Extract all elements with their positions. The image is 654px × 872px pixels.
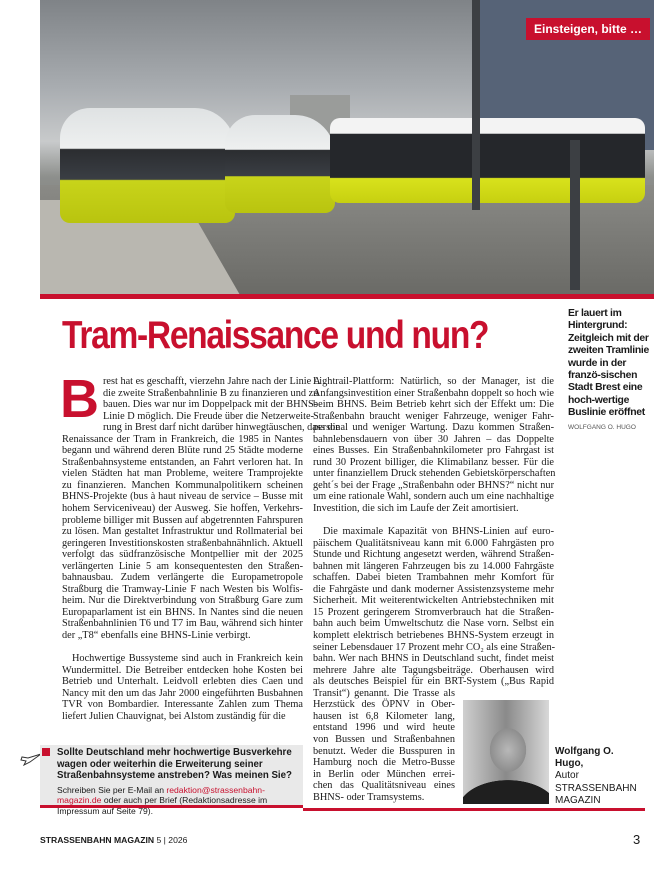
text-line: bauen. Dies war nur im Doppelpack mit der BHNS- [103, 399, 318, 411]
magazine-name: STRASSENBAHN MAGAZIN [40, 835, 155, 845]
text-line: Lightrail-Plattform: Natürlich, so der Manager, ist die [313, 376, 554, 387]
text-line: Nancy mit den um das Jahr 2000 eingeführten Busbahnen [62, 687, 303, 699]
text-line: chen das Qualitätsniveau eines [313, 780, 455, 792]
text-line: personal und weniger Wartung. Dazu kommen Straßen- [313, 422, 554, 434]
photo-caption [568, 308, 652, 434]
text-line: Straßenbahnlinien T6 und T7 im Bau, während sich hinter [62, 618, 303, 630]
text-line: rund 30 Prozent billiger, die Klimabilanz besser. Für die [313, 456, 554, 468]
text-line: in Berlin oder München errei- [313, 768, 455, 780]
text-line: unter finanziellem Druck stehenden Gebietskörperschaften [313, 468, 556, 480]
text-line: TVR von Bombardier. Interessante Zahlen zum Thema [62, 699, 303, 711]
text-line: zu lösen. Man gestaltet Infrastruktur und Rollmaterial bei [62, 526, 303, 538]
text-line: liefert Julien Chauvignat, bei Alstom zuständig für die [62, 710, 286, 722]
author-name-2: Hugo, [555, 758, 584, 770]
text-line: der „T8“ ebenfalls eine BHNS-Linie verbirgt. [62, 630, 251, 642]
text-line: bahnen mit längeren Fahrzeugen bis zu 14.000 Fahrgäste [313, 560, 554, 572]
text-line: entstand 1996 und wird heute [313, 722, 455, 734]
author-magazine: STRASSENBAHN [555, 782, 637, 794]
text-line: seiner Lebensdauer 17 Prozent mehr CO₂ als eine Straßen- [313, 641, 556, 653]
text-line: rung in Brest darf nicht darüber hinwegtäuschen, dass die [103, 422, 341, 434]
author-label [555, 746, 637, 807]
text-line: komplett elektrisch betriebenes BHNS-System erzeugt in [313, 630, 554, 642]
text-line: vielen Städten hat man Probleme, weitere Tramprojekte [62, 468, 303, 480]
text-line: heim. Nur die Direktverbindung von Straßburg Gare zum [62, 595, 303, 607]
text-line: Sicherheit. Mit weiterentwickelten Antriebstechniken mit [313, 595, 554, 607]
text-line: beim BHNS. Beim Betrieb kehrt sich der Effekt um: Die [313, 399, 554, 411]
text-line: geht´s bei der Frage „Straßenbahn oder BHNS?“ nicht nur [313, 479, 554, 491]
contact-text [57, 785, 303, 816]
caption-text: Er lauert im Hintergrund: Zeitgleich mit der zweiten Tramlinie wurde in der franzö-sischen Stadt Brest eine hoch-wertige Buslinie eröffnet [568, 308, 649, 419]
text-line: Investition, die sich im Laufe der Zeit amortisiert. [313, 503, 519, 515]
text-line: bahn. Wer nach BHNS in Deutschland sucht, findet meist [313, 653, 554, 665]
contact-suffix: oder auch per Brief (Redaktionsadresse im Impressum auf Seite 79). [57, 795, 268, 816]
photo-credit: WOLFGANG O. HUGO [568, 423, 636, 431]
red-square-icon [42, 748, 50, 756]
text-line: 15 Prozent geringerem Stromverbrauch hat die Straßen- [313, 606, 554, 618]
text-line: verfolgt das südfranzösische Montpellier mit der 2025 [62, 549, 303, 561]
page-number: 3 [633, 832, 641, 847]
issue: 5 | 2026 [156, 835, 188, 845]
text-line: Europaparlament ist ein BHNS. In Nantes sind die neuen [62, 606, 303, 618]
paragraph [313, 376, 554, 515]
text-line: Hamburg noch die Metro-Busse [313, 757, 455, 769]
text-line: Wundermittel. Die Betreiber entdecken hohe Kosten bei [62, 664, 303, 676]
text-line: probleme billiger mit Bussen auf abgetrennten Fahrspuren [62, 514, 303, 526]
text-line: BHNS-Projekte (bus à haut niveau de service – Busse mit [62, 491, 303, 503]
text-line: begann und während deren Blüte rund 25 Städte moderne [62, 445, 303, 457]
text-line: Die maximale Kapazität von BHNS-Linien auf euro- [323, 526, 554, 538]
photo-tag: Einsteigen, bitte … [526, 18, 650, 40]
text-line: päischem Qualitätsniveau kann mit 6.000 Fahrgästen pro [313, 537, 554, 549]
divider [40, 294, 654, 299]
text-line: Straßenbahn braucht weniger Fahrzeuge, weniger Fahr- [313, 410, 554, 422]
contact-prefix: Schreiben Sie per E-Mail an [57, 784, 167, 795]
text-line: rest hat es geschafft, vierzehn Jahre nach der Linie A [103, 376, 321, 387]
author-photo [463, 700, 549, 804]
text-line: Straßenbahnsysteme entstanden, an Fahrt verloren hat. In [62, 456, 303, 468]
divider [303, 808, 645, 811]
text-line: bahnausbau. Zudem verlängerte die Europametropole [62, 572, 303, 584]
author-magazine-2: MAGAZIN [555, 794, 601, 806]
text-line: zu finanzieren. Manchen Kommunalpolitikern scheinen [62, 479, 303, 491]
text-line: schaffen. Dabei bieten Trambahnen mehr Komfort für [313, 572, 554, 584]
reader-question-box [40, 745, 303, 816]
text-line: Hochwertige Bussysteme sind auch in Frankreich kein [72, 653, 303, 665]
text-line: verlängerten Linie 5 am konsequentesten den Straßen- [62, 560, 303, 572]
text-line: als deutsches Beispiel für ein BRT-System („Bus Rapid [313, 676, 554, 688]
text-line: geringeren Investitionskosten straßenbahnähnlich. Aktuell [62, 537, 303, 549]
text-line: eines Busses. Ein Straßenbahnkilometer pro Fahrgast ist [313, 445, 554, 457]
text-line: von Bussen und Straßenbahnen [313, 733, 455, 745]
text-line: mehrere Jahre alte Tagungsbeiträge. Oberhausen wird [313, 664, 554, 676]
text-line: die Fahrgäste und dank moderner Assistenzsysteme mehr [313, 583, 554, 595]
text-line: bahnlebensdauern von über 30 Jahren – das Doppelte [313, 433, 554, 445]
text-line: Betrieb und Unterhalt. Leidvoll erlebten dies Caen und [62, 676, 303, 688]
article-column-1 [60, 369, 341, 734]
text-line: Anfangsinvestition einer Straßenbahn doppelt so hoch wie [313, 387, 554, 399]
footer [40, 835, 187, 845]
text-line: hausen ist 6,8 Kilometer lang, [313, 710, 455, 722]
text-line: bahn auch beim Umweltschutz die Nase vorn. Selbst ein [313, 618, 554, 630]
text-line: hohem Serviceniveau) der Ausweg. Sie hoffen, Verkehrs- [62, 503, 303, 515]
text-line: Transit“) genannt. Die Trasse als [313, 687, 455, 699]
pointer-hand-icon [20, 752, 42, 766]
headline: Tram-Renaissance und nun? [62, 314, 489, 357]
text-line: Herzstück des ÖPNV in Ober- [313, 699, 455, 711]
text-line: benutzt. Weder die Busspuren in [313, 745, 455, 757]
text-line: Stunde und Richtung angesetzt werden, während Straßen- [313, 549, 554, 561]
text-line: Linie D möglich. Die Freude über die Netzerweite- [103, 410, 315, 422]
paragraph [62, 653, 303, 722]
text-line: Renaissance der Tram in Frankreich, die 1985 in Nantes [62, 433, 303, 445]
text-line: BHNS- oder Tramsystems. [313, 791, 425, 803]
text-line: um eine rationale Wahl, sondern auch um eine nachhaltige [313, 491, 554, 503]
text-line: die zweite Straßenbahnlinie B zu finanzieren und zu [103, 387, 319, 399]
tram-photo [40, 0, 654, 295]
drop-cap: B [60, 369, 99, 429]
reader-question: Sollte Deutschland mehr hochwertige Busverkehre wagen oder weiterhin die Erweiterung seiner Straßenbahnsysteme anstreben? Was meinen Sie? [57, 747, 292, 782]
author-role: Autor [555, 770, 579, 782]
email-link[interactable]: redaktion@strassenbahn-magazin.de [57, 784, 265, 806]
text-line: Straßburg die Tramway-Linie F nach Westen bis Wolfis- [62, 583, 303, 595]
author-name: Wolfgang O. [555, 746, 614, 757]
